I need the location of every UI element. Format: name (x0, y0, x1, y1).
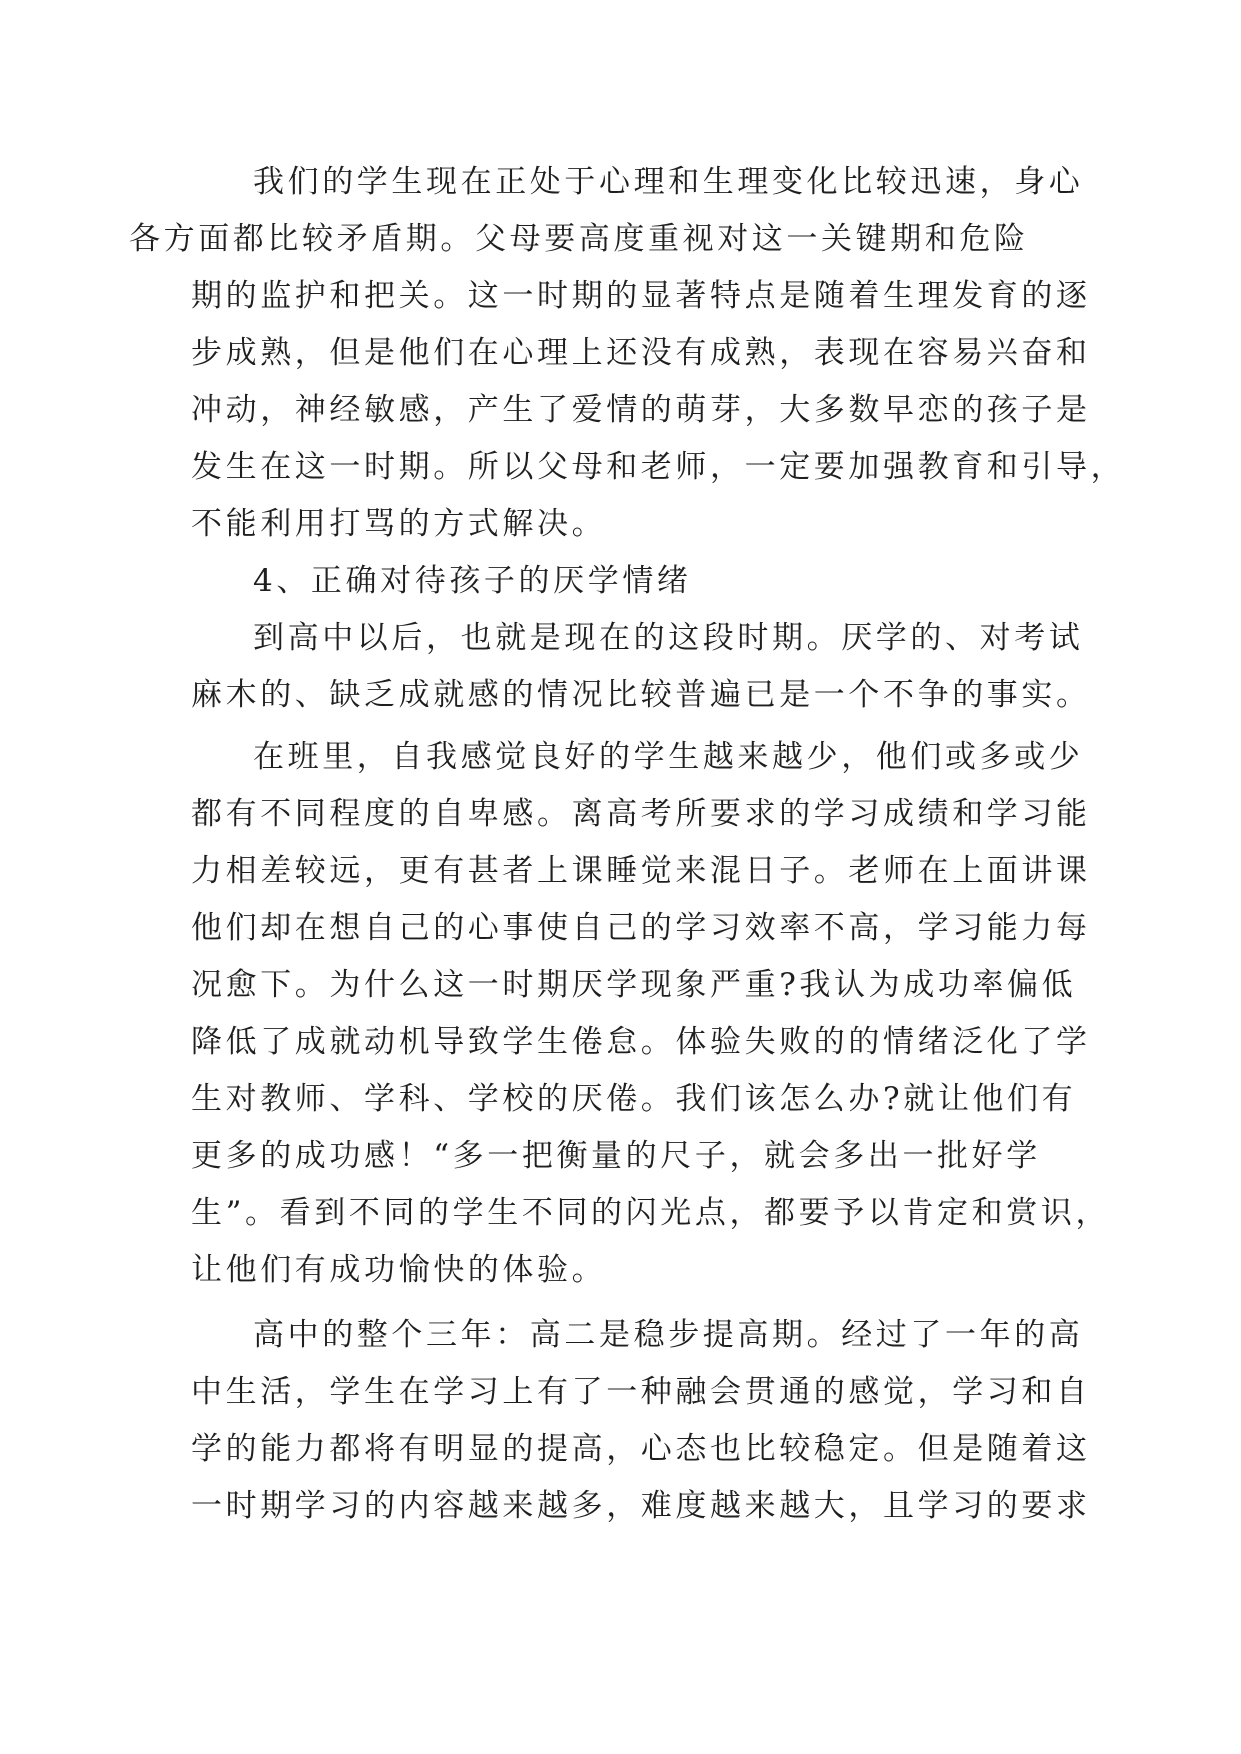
text-line: 一时期学习的内容越来越多，难度越来越大，且学习的要求 (191, 1488, 1091, 1524)
text-line: 生”。看到不同的学生不同的闪光点，都要予以肯定和赏识， (191, 1195, 1111, 1231)
text-line: 期的监护和把关。这一时期的显著特点是随着生理发育的逐 (191, 278, 1091, 314)
section-heading (191, 553, 1051, 610)
text-line: 他们却在想自己的心事使自己的学习效率不高，学习能力每 (191, 910, 1091, 946)
heading-text: 4、正确对待孩子的厌学情绪 (253, 563, 692, 599)
document-body (129, 154, 1126, 1535)
text-line: 在班里，自我感觉良好的学生越来越少，他们或多或少 (253, 739, 1084, 775)
text-line: 发生在这一时期。所以父母和老师，一定要加强教育和引导， (191, 449, 1126, 485)
text-line: 高中的整个三年：高二是稳步提高期。经过了一年的高 (253, 1317, 1084, 1353)
text-line: 各方面都比较矛盾期。父母要高度重视对这一关键期和危险 (129, 221, 1029, 257)
text-line: 生对教师、学科、学校的厌倦。我们该怎么办?就让他们有 (191, 1081, 1077, 1117)
text-line: 麻木的、缺乏成就感的情况比较普遍已是一个不争的事实。 (191, 677, 1091, 713)
text-line: 更多的成功感！“多一把衡量的尺子，就会多出一批好学 (191, 1138, 1041, 1174)
text-line: 都有不同程度的自卑感。离高考所要求的学习成绩和学习能 (191, 796, 1091, 832)
paragraph-2 (191, 610, 1091, 724)
text-line: 学的能力都将有明显的提高，心态也比较稳定。但是随着这 (191, 1431, 1091, 1467)
text-line: 不能利用打骂的方式解决。 (191, 506, 607, 542)
text-line: 我们的学生现在正处于心理和生理变化比较迅速，身心 (253, 164, 1084, 200)
text-line: 力相差较远，更有甚者上课睡觉来混日子。老师在上面讲课 (191, 853, 1091, 889)
text-line: 到高中以后，也就是现在的这段时期。厌学的、对考试 (253, 620, 1084, 656)
text-line: 中生活，学生在学习上有了一种融会贯通的感觉，学习和自 (191, 1374, 1091, 1410)
text-line: 让他们有成功愉快的体验。 (191, 1252, 607, 1288)
text-line: 况愈下。为什么这一时期厌学现象严重?我认为成功率偏低 (191, 967, 1077, 1003)
paragraph-1 (129, 154, 1126, 553)
text-line: 降低了成就动机导致学生倦怠。体验失败的的情绪泛化了学 (191, 1024, 1091, 1060)
paragraph-3 (191, 729, 1111, 1299)
paragraph-4 (191, 1307, 1091, 1535)
text-line: 冲动，神经敏感，产生了爱情的萌芽，大多数早恋的孩子是 (191, 392, 1091, 428)
text-line: 步成熟，但是他们在心理上还没有成熟，表现在容易兴奋和 (191, 335, 1091, 371)
